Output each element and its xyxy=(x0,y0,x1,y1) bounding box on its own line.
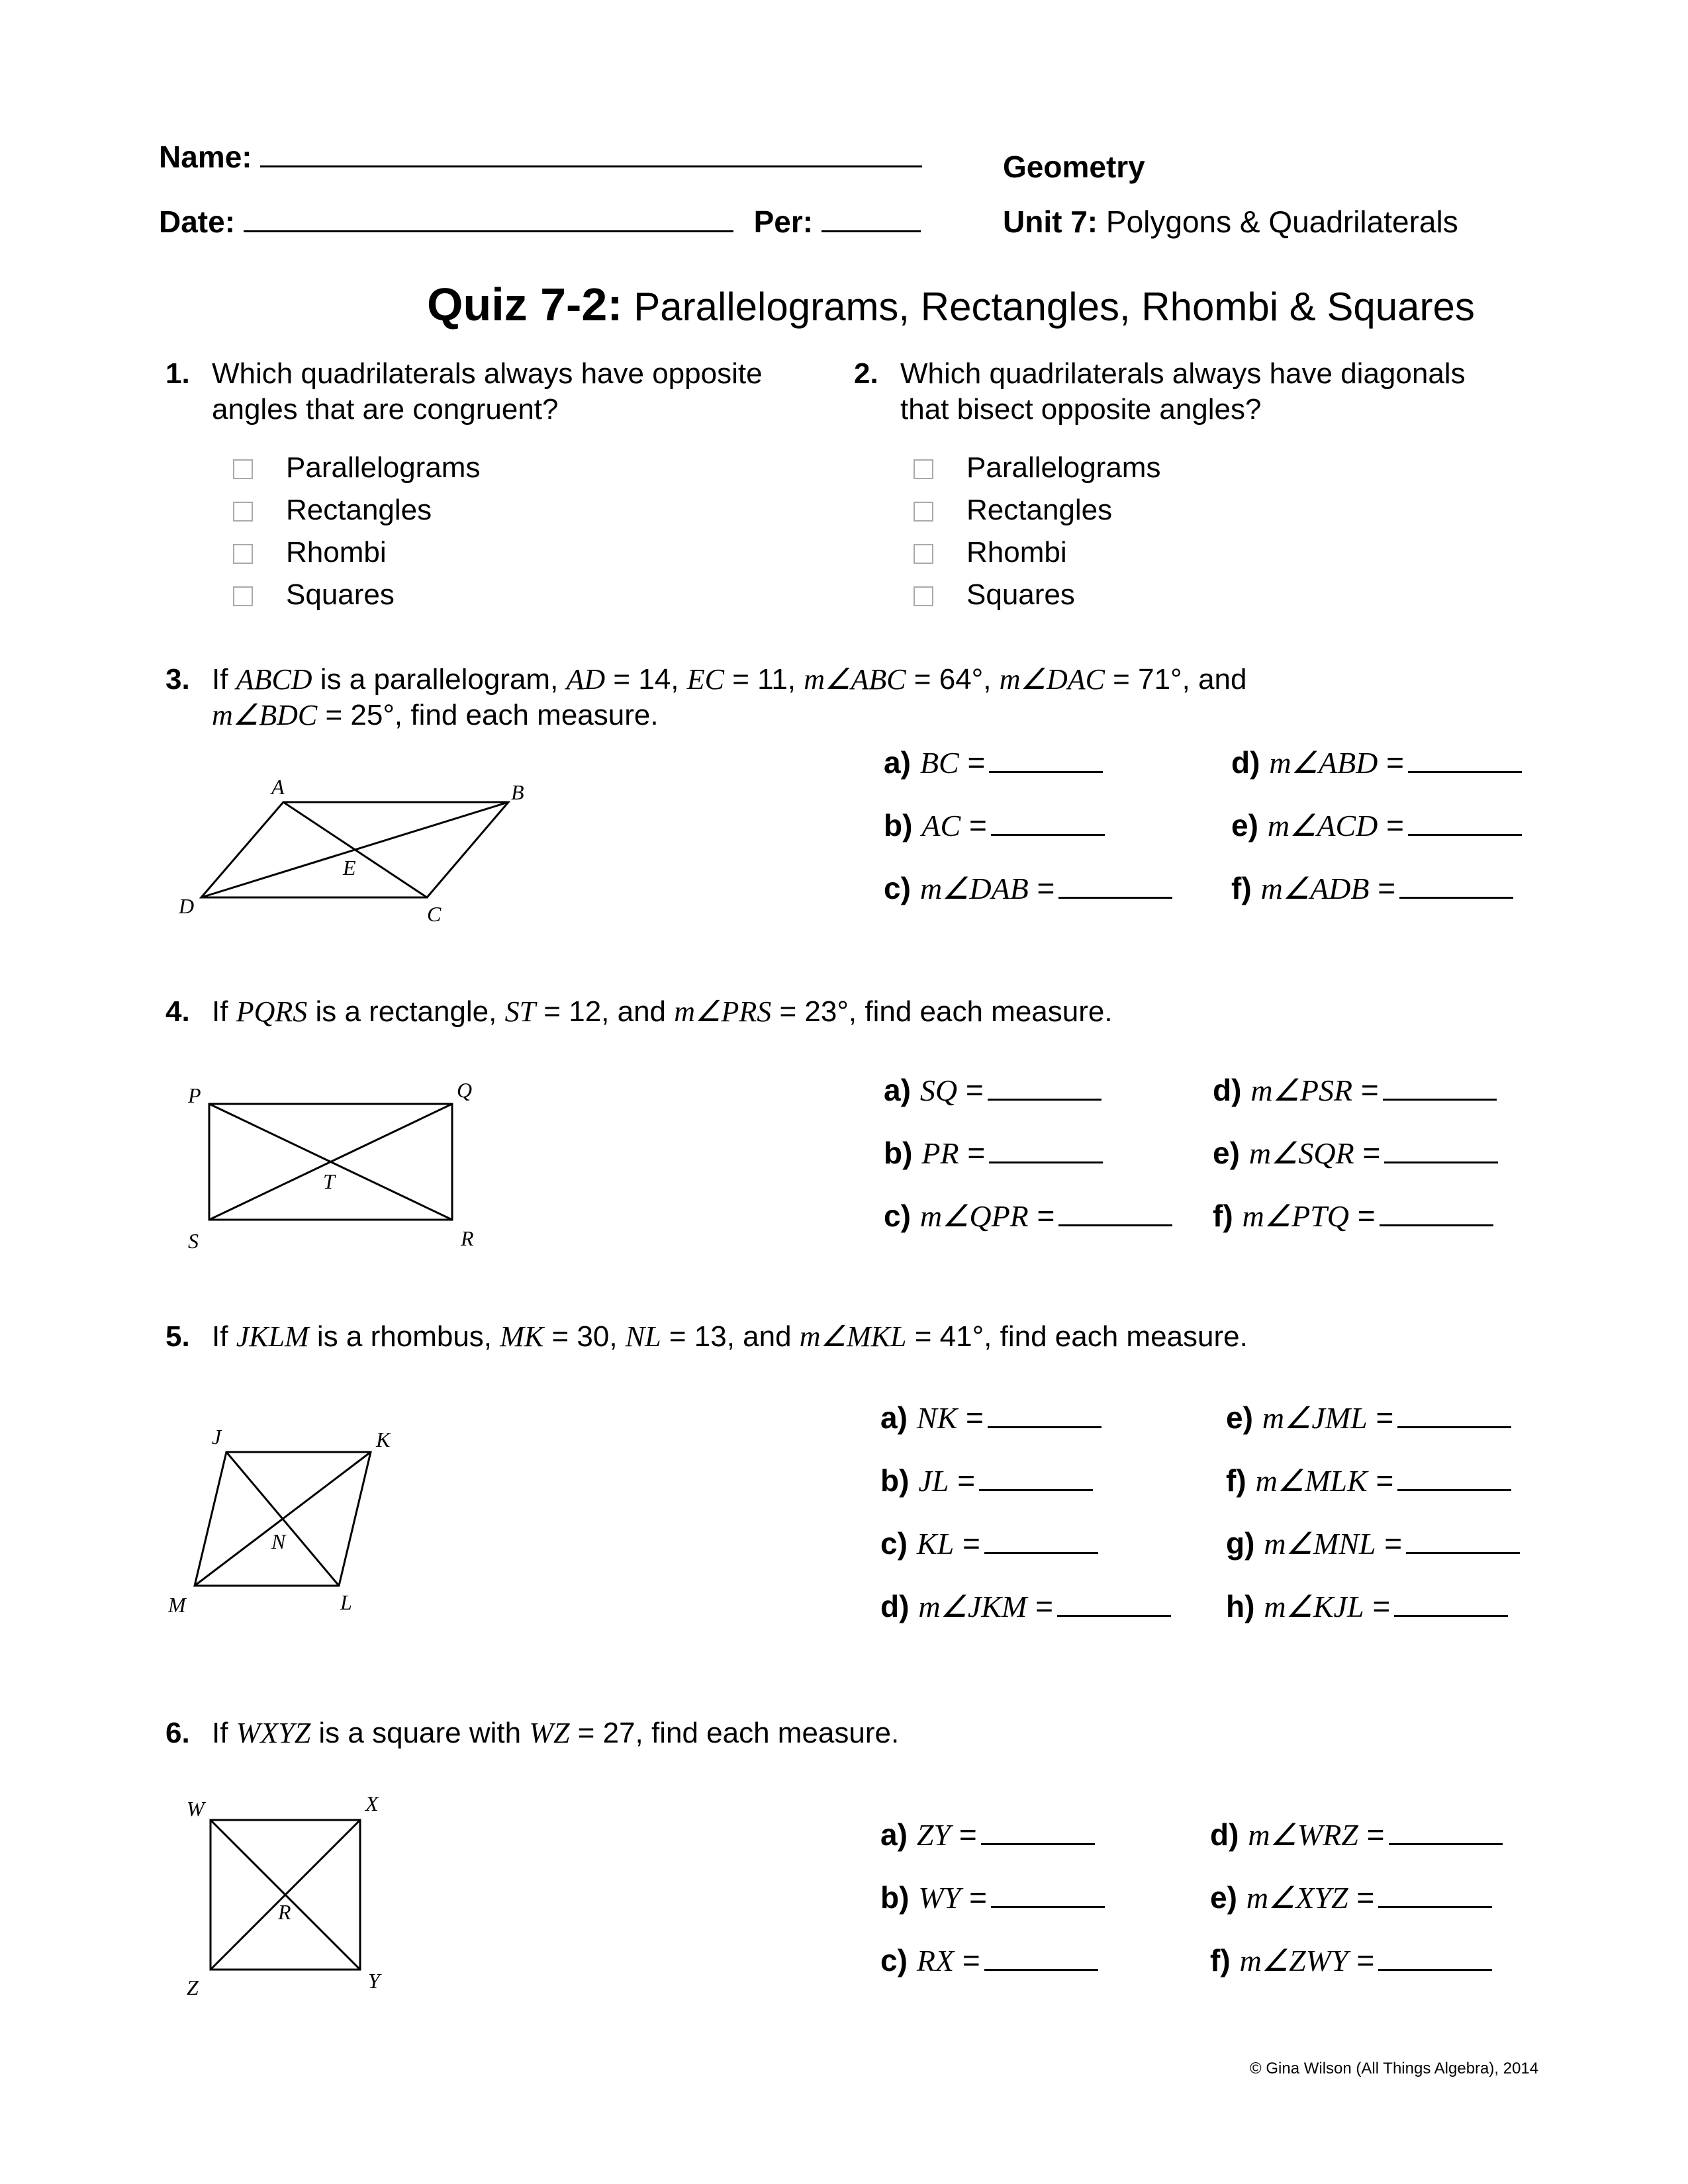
answer-item: e) m∠SQR = xyxy=(1213,1135,1498,1171)
square-wxyz-figure xyxy=(172,1787,424,1999)
answer-item: f) m∠MLK = xyxy=(1226,1463,1511,1498)
answer-item: b) PR = xyxy=(884,1135,1103,1171)
q2-option[interactable] xyxy=(914,536,1067,569)
quiz-topic: Parallelograms, Rectangles, Rhombi & Squares xyxy=(633,285,1475,329)
checkbox[interactable] xyxy=(233,544,253,564)
q1-option[interactable] xyxy=(233,494,432,527)
answer-blank[interactable] xyxy=(1378,1906,1492,1908)
vertex-label: J xyxy=(212,1425,222,1449)
answer-blank[interactable] xyxy=(1380,1224,1493,1226)
quiz-title xyxy=(427,278,1475,331)
answer-item: f) m∠ZWY = xyxy=(1210,1942,1492,1978)
answer-blank[interactable] xyxy=(1408,771,1522,773)
answer-blank[interactable] xyxy=(1394,1615,1508,1617)
answer-blank[interactable] xyxy=(1058,897,1172,899)
q1-option[interactable] xyxy=(233,536,387,569)
answer-item: f) m∠ADB = xyxy=(1231,870,1513,906)
checkbox[interactable] xyxy=(233,586,253,606)
question-number: 1. xyxy=(165,357,190,390)
answer-blank[interactable] xyxy=(991,1906,1105,1908)
question-4: 4. If PQRS is a rectangle, ST = 12, and m∠PRS = 23°, find each measure. xyxy=(165,994,1113,1030)
option-label: Rectangles xyxy=(286,494,432,526)
vertex-label: E xyxy=(343,856,356,880)
answer-blank[interactable] xyxy=(1389,1843,1503,1845)
name-input-line[interactable] xyxy=(260,165,922,167)
checkbox[interactable] xyxy=(914,544,933,564)
question-number: 5. xyxy=(165,1320,190,1353)
answer-item: e) m∠ACD = xyxy=(1231,807,1522,843)
answer-blank[interactable] xyxy=(1408,834,1522,836)
question-number: 2. xyxy=(854,357,878,390)
question-5: 5. If JKLM is a rhombus, MK = 30, NL = 13, and m∠MKL = 41°, find each measure. xyxy=(165,1319,1248,1355)
name-label: Name: xyxy=(159,140,252,174)
checkbox[interactable] xyxy=(914,502,933,522)
answer-blank[interactable] xyxy=(1399,897,1513,899)
answer-item: b) WY = xyxy=(880,1880,1105,1915)
unit-label: Unit 7: xyxy=(1003,205,1098,239)
question-1 xyxy=(165,356,763,428)
q1-option[interactable] xyxy=(233,451,480,484)
vertex-label: D xyxy=(179,894,195,918)
answer-blank[interactable] xyxy=(1397,1489,1511,1491)
answer-item: c) RX = xyxy=(880,1942,1098,1978)
checkbox[interactable] xyxy=(914,586,933,606)
parallelogram-abcd-figure xyxy=(172,768,543,940)
answer-item: d) m∠JKM = xyxy=(880,1588,1171,1624)
option-label: Parallelograms xyxy=(286,451,481,484)
answer-blank[interactable] xyxy=(1378,1969,1492,1971)
answer-blank[interactable] xyxy=(1406,1552,1520,1554)
rectangle-pqrs-figure xyxy=(172,1072,503,1257)
answer-blank[interactable] xyxy=(1057,1615,1171,1617)
name-field xyxy=(159,139,922,175)
option-label: Rhombi xyxy=(966,536,1067,569)
answer-blank[interactable] xyxy=(991,834,1105,836)
period-input-line[interactable] xyxy=(821,230,921,232)
vertex-label: T xyxy=(323,1169,335,1193)
rhombus-jklm-figure xyxy=(152,1416,457,1621)
vertex-label: N xyxy=(271,1529,286,1553)
q1-option[interactable] xyxy=(233,578,395,612)
course-title: Geometry xyxy=(1003,150,1145,184)
vertex-label: W xyxy=(187,1797,205,1821)
checkbox[interactable] xyxy=(914,459,933,479)
q2-option[interactable] xyxy=(914,494,1112,527)
q2-option[interactable] xyxy=(914,578,1075,612)
question-number: 4. xyxy=(165,995,190,1028)
answer-item: f) m∠PTQ = xyxy=(1213,1198,1493,1234)
checkbox[interactable] xyxy=(233,502,253,522)
answer-item: b) AC = xyxy=(884,807,1105,843)
answer-item: a) BC = xyxy=(884,745,1103,780)
question-6: 6. If WXYZ is a square with WZ = 27, find each measure. xyxy=(165,1715,899,1751)
answer-item: a) ZY = xyxy=(880,1817,1095,1852)
option-label: Parallelograms xyxy=(966,451,1161,484)
answer-blank[interactable] xyxy=(988,1426,1102,1428)
answer-item: d) m∠PSR = xyxy=(1213,1072,1497,1108)
vertex-label: R xyxy=(461,1226,474,1250)
question-2 xyxy=(854,356,1466,428)
date-field xyxy=(159,204,921,240)
answer-item: c) m∠DAB = xyxy=(884,870,1172,906)
answer-item: d) m∠ABD = xyxy=(1231,745,1522,780)
answer-item: c) KL = xyxy=(880,1525,1098,1561)
option-label: Squares xyxy=(286,578,395,611)
vertex-label: R xyxy=(278,1900,291,1924)
q2-option[interactable] xyxy=(914,451,1160,484)
vertex-label: S xyxy=(188,1229,199,1253)
vertex-label: X xyxy=(365,1792,379,1815)
answer-blank[interactable] xyxy=(1383,1099,1497,1101)
vertex-label: Z xyxy=(187,1976,199,1999)
copyright-footer: © Gina Wilson (All Things Algebra), 2014 xyxy=(1250,2060,1539,2077)
answer-item: e) m∠XYZ = xyxy=(1210,1880,1492,1915)
date-label: Date: xyxy=(159,205,236,239)
unit-heading xyxy=(1003,204,1458,240)
answer-item: h) m∠KJL = xyxy=(1226,1588,1508,1624)
answer-blank[interactable] xyxy=(989,771,1103,773)
period-label: Per: xyxy=(753,205,814,239)
vertex-label: A xyxy=(271,775,285,799)
option-label: Rhombi xyxy=(286,536,387,569)
vertex-label: Y xyxy=(368,1969,380,1993)
answer-blank[interactable] xyxy=(988,1099,1102,1101)
question-number: 6. xyxy=(165,1717,190,1749)
answer-item: d) m∠WRZ = xyxy=(1210,1817,1503,1852)
vertex-label: B xyxy=(511,780,524,804)
vertex-label: K xyxy=(376,1428,391,1451)
answer-item: e) m∠JML = xyxy=(1226,1400,1511,1435)
vertex-label: M xyxy=(168,1593,186,1617)
answer-item: a) SQ = xyxy=(884,1072,1102,1108)
checkbox[interactable] xyxy=(233,459,253,479)
answer-blank[interactable] xyxy=(979,1489,1093,1491)
quiz-number: Quiz 7-2: xyxy=(427,279,623,330)
vertex-label: Q xyxy=(457,1078,473,1102)
answer-item: b) JL = xyxy=(880,1463,1093,1498)
vertex-label: C xyxy=(427,902,442,926)
question-text: Which quadrilaterals always have opposite xyxy=(212,357,763,390)
answer-blank[interactable] xyxy=(984,1552,1098,1554)
answer-blank[interactable] xyxy=(989,1161,1103,1163)
answer-item: a) NK = xyxy=(880,1400,1102,1435)
vertex-label: L xyxy=(340,1590,352,1614)
answer-item: g) m∠MNL = xyxy=(1226,1525,1520,1561)
question-text: that bisect opposite angles? xyxy=(900,393,1262,426)
question-3: 3. If ABCD is a parallelogram, AD = 14, EC = 11, m∠ABC = 64°, m∠DAC = 71°, and m∠BDC = 25°, find each measure. xyxy=(165,663,1247,731)
answer-item: c) m∠QPR = xyxy=(884,1198,1172,1234)
answer-blank[interactable] xyxy=(1058,1224,1172,1226)
answer-blank[interactable] xyxy=(984,1969,1098,1971)
question-number: 3. xyxy=(165,663,190,696)
answer-blank[interactable] xyxy=(981,1843,1095,1845)
unit-title: Polygons & Quadrilaterals xyxy=(1105,205,1458,239)
option-label: Rectangles xyxy=(966,494,1113,526)
option-label: Squares xyxy=(966,578,1075,611)
answer-blank[interactable] xyxy=(1397,1426,1511,1428)
vertex-label: P xyxy=(188,1083,201,1107)
question-text: Which quadrilaterals always have diagonals xyxy=(900,357,1466,390)
question-text: angles that are congruent? xyxy=(212,393,559,426)
date-input-line[interactable] xyxy=(244,230,733,232)
answer-blank[interactable] xyxy=(1384,1161,1498,1163)
